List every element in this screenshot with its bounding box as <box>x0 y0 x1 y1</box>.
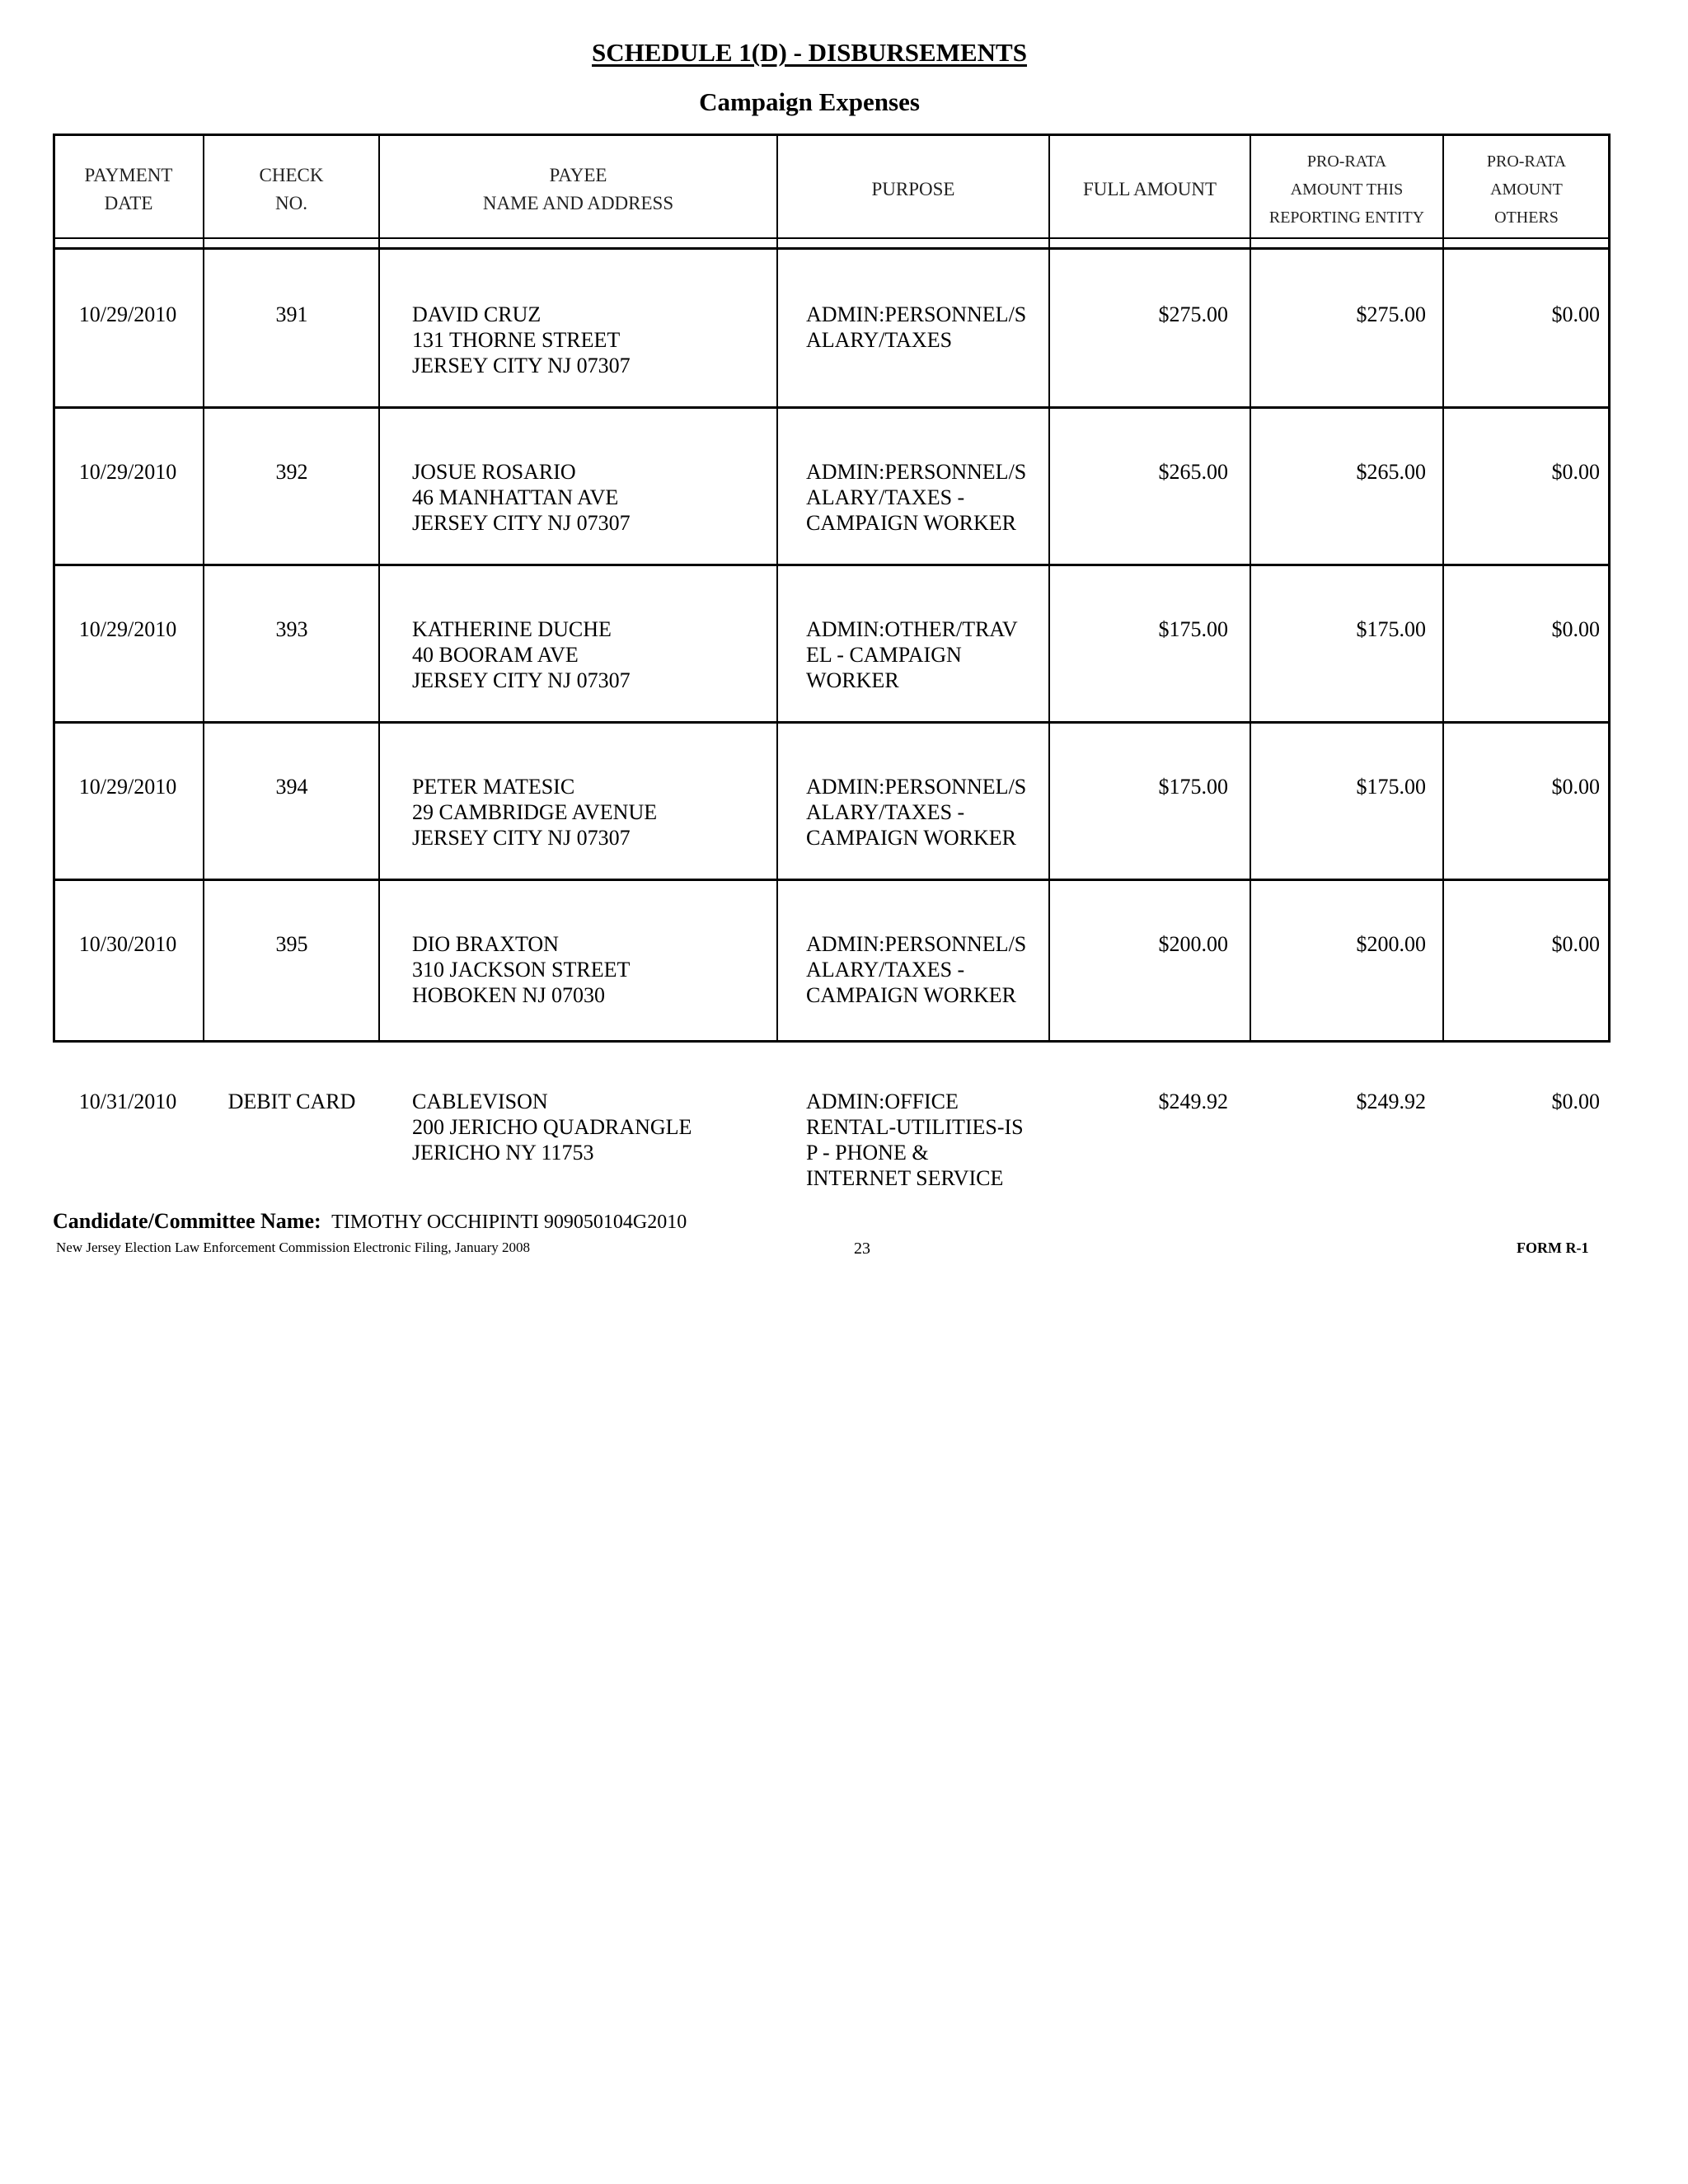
column-divider <box>1442 134 1444 1043</box>
check-no: 391 <box>275 302 308 326</box>
check-no: 394 <box>275 775 308 799</box>
payment-date: 10/29/2010 <box>78 617 177 641</box>
check-no: 392 <box>275 460 308 484</box>
header-check-no: CHECK NO. <box>259 165 324 213</box>
full-amount: $200.00 <box>1158 932 1228 956</box>
header-divider <box>53 247 1611 250</box>
prorata-others: $0.00 <box>1551 460 1600 484</box>
payee: KATHERINE DUCHE 40 BOORAM AVE JERSEY CITY NJ 07307 <box>412 617 631 692</box>
purpose: ADMIN:PERSONNEL/S ALARY/TAXES - CAMPAIGN WORKER <box>806 775 1027 850</box>
payee: CABLEVISON 200 JERICHO QUADRANGLE JERICHO NY 11753 <box>412 1090 692 1165</box>
payment-date: 10/30/2010 <box>78 932 177 956</box>
prorata-others: $0.00 <box>1551 775 1600 799</box>
payment-date: 10/29/2010 <box>78 775 177 799</box>
column-divider <box>1250 134 1251 1043</box>
header-prorata-entity: PRO-RATA AMOUNT THIS REPORTING ENTITY <box>1268 152 1425 227</box>
prorata-entity: $175.00 <box>1356 775 1426 799</box>
column-divider <box>203 134 204 1043</box>
form-id: FORM R-1 <box>1517 1240 1589 1256</box>
row-divider <box>53 406 1611 409</box>
payee: DAVID CRUZ 131 THORNE STREET JERSEY CITY NJ 07307 <box>412 302 631 377</box>
header-payment-date: PAYMENT DATE <box>84 165 173 213</box>
purpose: ADMIN:OTHER/TRAV EL - CAMPAIGN WORKER <box>806 617 1018 692</box>
prorata-others: $0.00 <box>1551 617 1600 641</box>
check-no: DEBIT CARD <box>227 1090 356 1113</box>
full-amount: $249.92 <box>1158 1090 1228 1113</box>
payment-date: 10/31/2010 <box>78 1090 177 1113</box>
row-divider <box>53 564 1611 566</box>
payee: PETER MATESIC 29 CAMBRIDGE AVENUE JERSEY CITY NJ 07307 <box>412 775 658 850</box>
candidate-name-value: TIMOTHY OCCHIPINTI 909050104G2010 <box>331 1212 687 1233</box>
header-prorata-others: PRO-RATA AMOUNT OTHERS <box>1486 152 1567 227</box>
schedule-subtitle: Campaign Expenses <box>699 87 920 116</box>
full-amount: $175.00 <box>1158 775 1228 799</box>
prorata-entity: $175.00 <box>1356 617 1426 641</box>
payee: JOSUE ROSARIO 46 MANHATTAN AVE JERSEY CITY NJ 07307 <box>412 460 631 535</box>
prorata-entity: $249.92 <box>1356 1090 1426 1113</box>
table-frame <box>53 134 1611 1043</box>
purpose: ADMIN:PERSONNEL/S ALARY/TAXES - CAMPAIGN WORKER <box>806 932 1027 1007</box>
column-divider <box>776 134 778 1043</box>
payee: DIO BRAXTON 310 JACKSON STREET HOBOKEN NJ 07030 <box>412 932 631 1007</box>
check-no: 393 <box>275 617 308 641</box>
payment-date: 10/29/2010 <box>78 460 177 484</box>
header-purpose: PURPOSE <box>871 179 955 199</box>
column-divider <box>1048 134 1050 1043</box>
column-divider <box>378 134 380 1043</box>
payment-date: 10/29/2010 <box>78 302 177 326</box>
page-number: 23 <box>854 1240 870 1258</box>
prorata-entity: $200.00 <box>1356 932 1426 956</box>
candidate-committee-name <box>53 1209 687 1234</box>
row-divider <box>53 879 1611 881</box>
row-divider <box>53 721 1611 724</box>
prorata-entity: $275.00 <box>1356 302 1426 326</box>
purpose: ADMIN:PERSONNEL/S ALARY/TAXES <box>806 302 1027 352</box>
purpose: ADMIN:PERSONNEL/S ALARY/TAXES - CAMPAIGN WORKER <box>806 460 1027 535</box>
prorata-entity: $265.00 <box>1356 460 1426 484</box>
prorata-others: $0.00 <box>1551 932 1600 956</box>
header-full-amount: FULL AMOUNT <box>1082 179 1217 199</box>
header-payee: PAYEE NAME AND ADDRESS <box>482 165 674 213</box>
full-amount: $265.00 <box>1158 460 1228 484</box>
prorata-others: $0.00 <box>1551 302 1600 326</box>
schedule-title: SCHEDULE 1(D) - DISBURSEMENTS <box>592 38 1027 67</box>
full-amount: $175.00 <box>1158 617 1228 641</box>
full-amount: $275.00 <box>1158 302 1228 326</box>
check-no: 395 <box>275 932 308 956</box>
purpose: ADMIN:OFFICE RENTAL-UTILITIES-IS P - PHONE & INTERNET SERVICE <box>806 1090 1024 1190</box>
commission-note: New Jersey Election Law Enforcement Commission Electronic Filing, January 2008 <box>56 1240 531 1255</box>
prorata-others: $0.00 <box>1551 1090 1600 1113</box>
header-divider <box>53 237 1611 239</box>
candidate-name-label: Candidate/Committee Name: <box>53 1209 321 1233</box>
